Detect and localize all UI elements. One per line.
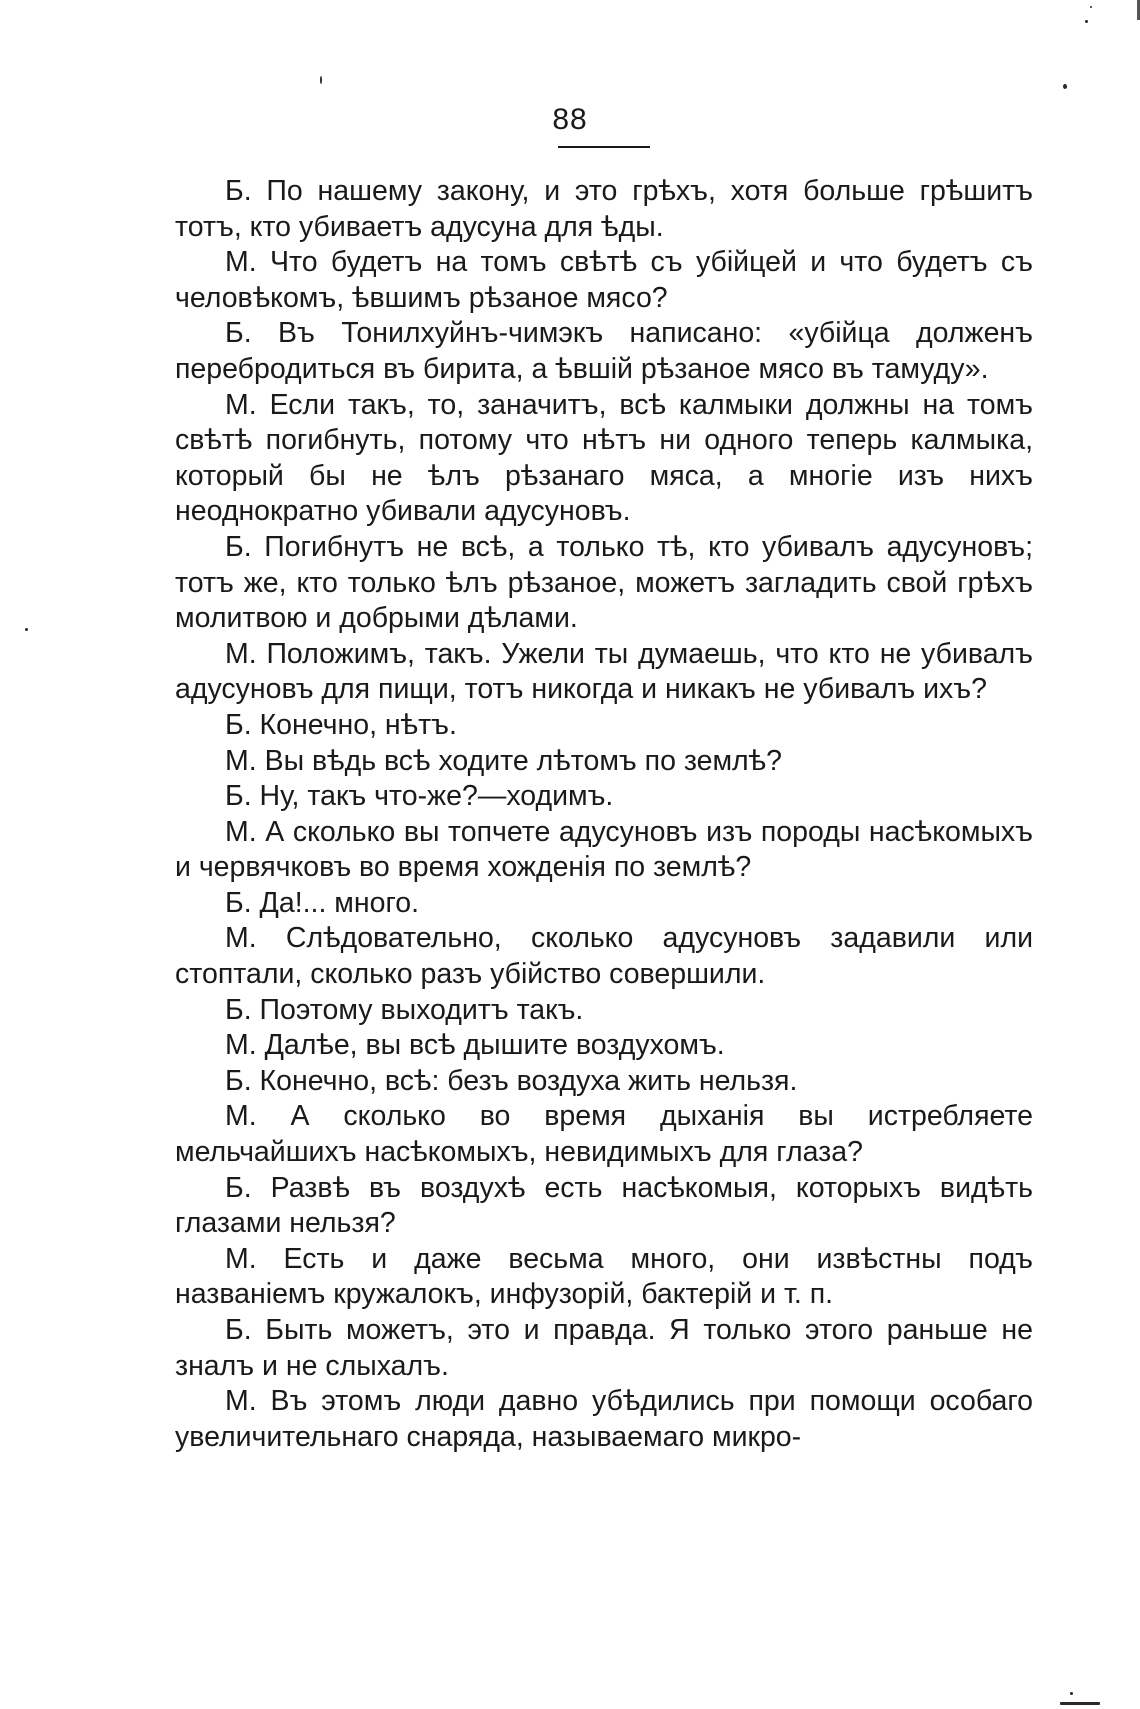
scan-speck (1090, 6, 1092, 8)
paragraph: М. Въ этомъ люди давно убѣдились при помощи особаго увеличительнаго снаряда, называемаго микро- (175, 1385, 1033, 1453)
paragraph: М. Слѣдовательно, сколько адусуновъ задавили или стоптали, сколько разъ убійство совершили. (175, 922, 1033, 991)
paragraph: М. А сколько вы топчете адусуновъ изъ породы насѣкомыхъ и червячковъ во время хожденія по землѣ? (175, 815, 1033, 884)
paragraph: Б. Поэтому выходитъ такъ. (225, 993, 584, 1026)
paragraph: Б. Развѣ въ воздухѣ есть насѣкомыя, которыхъ видѣть глазами нельзя? (175, 1171, 1033, 1240)
paragraph: М. Есть и даже весьма много, они извѣстны подъ названіемъ кружалокъ, инфузорій, бактерій и т. п. (175, 1242, 1033, 1311)
scan-speck (320, 76, 322, 84)
page-number-underline (558, 146, 650, 148)
scan-speck (1063, 84, 1067, 89)
paragraph: Б. Ну, такъ что-же?—ходимъ. (225, 780, 614, 813)
paragraph: М. Положимъ, такъ. Ужели ты думаешь, что кто не убивалъ адусуновъ для пищи, тотъ никогда и никакъ не убивалъ ихъ? (175, 637, 1033, 706)
paragraph: Б. Да!... много. (225, 886, 420, 919)
paragraph: Б. По нашему закону, и это грѣхъ, хотя больше грѣшитъ тотъ, кто убиваетъ адусуна для ѣды. (175, 175, 1033, 243)
paragraph: Б. Погибнутъ не всѣ, а только тѣ, кто убивалъ адусуновъ; тотъ же, кто только ѣлъ рѣзаное, можетъ загладить свой грѣхъ молитвою и добрыми дѣлами. (175, 530, 1033, 635)
paragraph: М. Далѣе, вы всѣ дышите воздухомъ. (225, 1029, 725, 1062)
paragraph: М. А сколько во время дыханія вы истребляете мельчайшихъ насѣкомыхъ, невидимыхъ для глаза? (175, 1100, 1033, 1169)
scan-speck (1085, 20, 1088, 23)
scan-speck (25, 628, 28, 631)
dialogue-text (175, 174, 1033, 1455)
paragraph: Б. Быть можетъ, это и правда. Я только этого раньше не зналъ и не слыхалъ. (175, 1314, 1033, 1382)
scan-speck (1060, 1702, 1100, 1705)
paragraph: М. Вы вѣдь всѣ ходите лѣтомъ по землѣ? (225, 744, 782, 777)
paragraph: М. Если такъ, то, заначитъ, всѣ калмыки должны на томъ свѣтѣ погибнуть, потому что нѣтъ ни одного теперь калмыка, который бы не ѣлъ рѣзанаго мяса, а многіе изъ нихъ неоднократно убивали адусуновъ. (175, 388, 1033, 528)
paragraph: Б. Въ Тонилхуйнъ-чимэкъ написано: «убійца долженъ перебродиться въ бирита, а ѣвшій рѣзаное мясо въ тамуду». (175, 317, 1033, 385)
paragraph: М. Что будетъ на томъ свѣтѣ съ убійцей и что будетъ съ человѣкомъ, ѣвшимъ рѣзаное мясо? (175, 246, 1033, 314)
scan-speck (1070, 1692, 1073, 1695)
page-number: 88 (552, 103, 588, 136)
paragraph: Б. Конечно, всѣ: безъ воздуха жить нельзя. (225, 1064, 798, 1097)
paragraph: Б. Конечно, нѣтъ. (225, 708, 457, 741)
